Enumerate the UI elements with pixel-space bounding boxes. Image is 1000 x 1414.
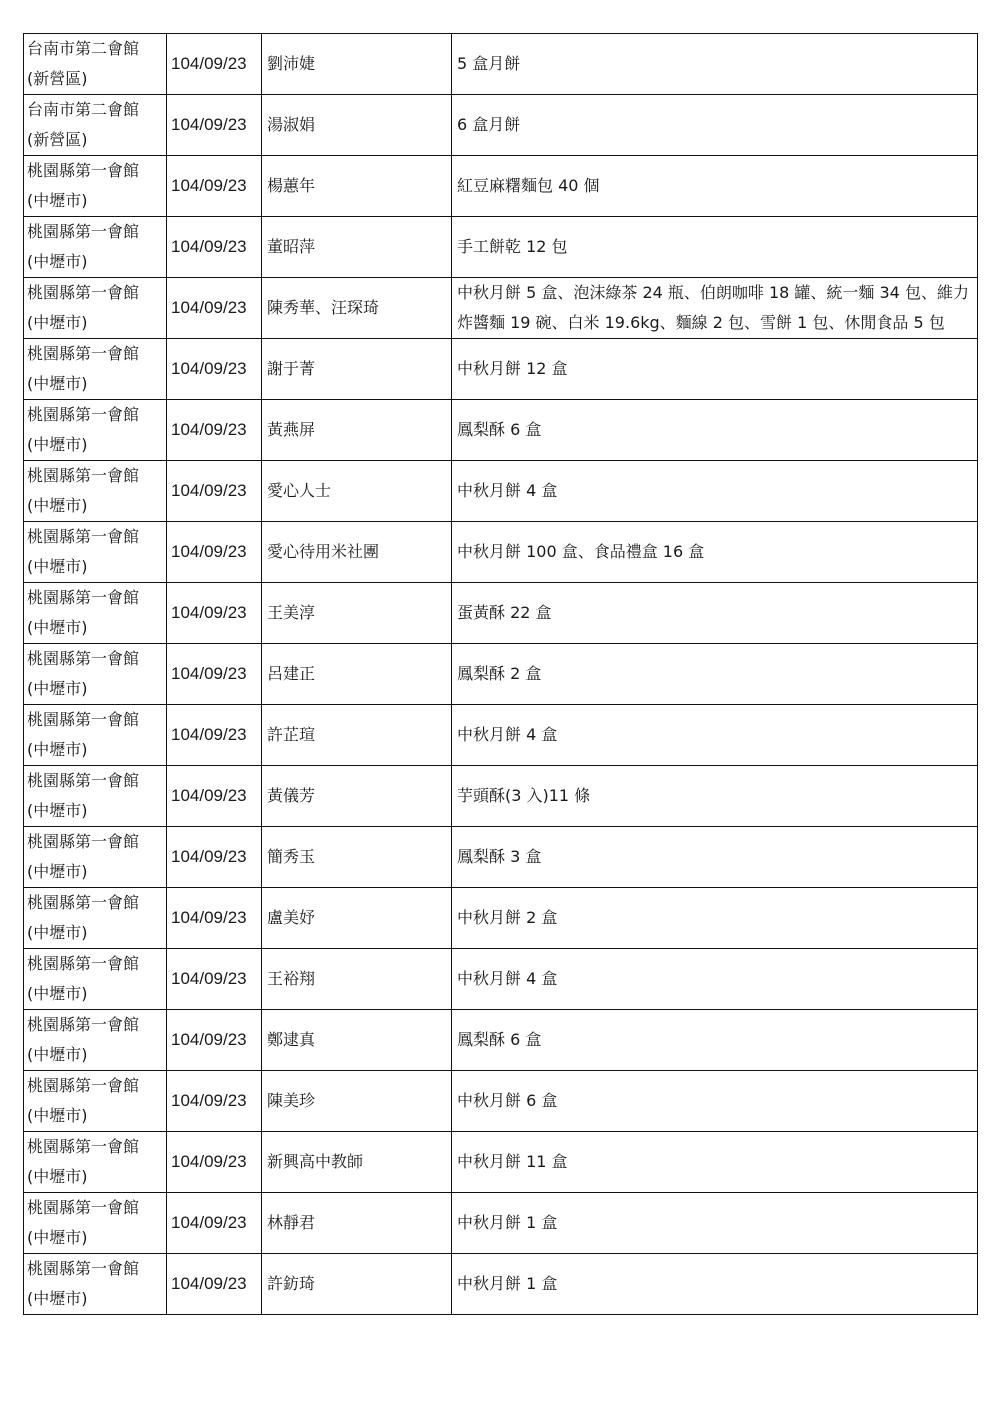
venue-cell — [24, 1071, 167, 1132]
items-cell: 中秋月餅 12 盒 — [452, 339, 978, 400]
venue-name: 桃園縣第一會館 — [27, 588, 140, 607]
donor-cell: 林靜君 — [262, 1193, 452, 1254]
venue-cell — [24, 888, 167, 949]
donor-cell: 許鈁琦 — [262, 1254, 452, 1315]
venue-cell — [24, 278, 167, 339]
venue-name: 桃園縣第一會館 — [27, 405, 140, 424]
venue-name: 桃園縣第一會館 — [27, 161, 140, 180]
venue-district: (中壢市) — [27, 862, 88, 881]
table-row — [24, 95, 978, 156]
donor-cell: 黃燕屏 — [262, 400, 452, 461]
items-cell: 中秋月餅 6 盒 — [452, 1071, 978, 1132]
date-cell: 104/09/23 — [167, 644, 262, 705]
venue-district: (中壢市) — [27, 1167, 88, 1186]
items-cell: 中秋月餅 4 盒 — [452, 949, 978, 1010]
venue-name: 桃園縣第一會館 — [27, 1015, 140, 1034]
venue-district: (中壢市) — [27, 1106, 88, 1125]
table-row — [24, 949, 978, 1010]
donor-cell: 湯淑娟 — [262, 95, 452, 156]
table-row — [24, 156, 978, 217]
table-row — [24, 278, 978, 339]
venue-cell — [24, 827, 167, 888]
table-row — [24, 217, 978, 278]
venue-district: (中壢市) — [27, 557, 88, 576]
donor-cell: 新興高中教師 — [262, 1132, 452, 1193]
table-row — [24, 1010, 978, 1071]
venue-cell — [24, 95, 167, 156]
venue-name: 桃園縣第一會館 — [27, 1259, 140, 1278]
donor-cell: 愛心人士 — [262, 461, 452, 522]
venue-district: (中壢市) — [27, 435, 88, 454]
venue-name: 桃園縣第一會館 — [27, 527, 140, 546]
date-cell: 104/09/23 — [167, 766, 262, 827]
venue-district: (中壢市) — [27, 374, 88, 393]
venue-name: 桃園縣第一會館 — [27, 954, 140, 973]
venue-district: (中壢市) — [27, 313, 88, 332]
venue-cell — [24, 400, 167, 461]
items-cell: 鳳梨酥 3 盒 — [452, 827, 978, 888]
date-cell: 104/09/23 — [167, 1132, 262, 1193]
items-cell: 5 盒月餅 — [452, 34, 978, 95]
date-cell: 104/09/23 — [167, 705, 262, 766]
table-row — [24, 34, 978, 95]
venue-name: 台南市第二會館 — [27, 100, 140, 119]
donor-cell: 許芷瑄 — [262, 705, 452, 766]
date-cell: 104/09/23 — [167, 1254, 262, 1315]
donor-cell: 謝于菁 — [262, 339, 452, 400]
table-row — [24, 522, 978, 583]
donor-cell: 董昭萍 — [262, 217, 452, 278]
venue-district: (中壢市) — [27, 618, 88, 637]
venue-cell — [24, 34, 167, 95]
venue-district: (中壢市) — [27, 984, 88, 1003]
venue-district: (中壢市) — [27, 679, 88, 698]
venue-cell — [24, 1132, 167, 1193]
venue-district: (中壢市) — [27, 923, 88, 942]
venue-cell — [24, 1254, 167, 1315]
table-row — [24, 1132, 978, 1193]
items-cell: 手工餅乾 12 包 — [452, 217, 978, 278]
venue-name: 桃園縣第一會館 — [27, 771, 140, 790]
table-row — [24, 766, 978, 827]
venue-district: (中壢市) — [27, 1289, 88, 1308]
venue-name: 桃園縣第一會館 — [27, 1076, 140, 1095]
table-row — [24, 400, 978, 461]
venue-name: 桃園縣第一會館 — [27, 1198, 140, 1217]
venue-district: (中壢市) — [27, 1045, 88, 1064]
items-cell: 中秋月餅 1 盒 — [452, 1254, 978, 1315]
date-cell: 104/09/23 — [167, 827, 262, 888]
date-cell: 104/09/23 — [167, 217, 262, 278]
venue-name: 桃園縣第一會館 — [27, 649, 140, 668]
venue-district: (中壢市) — [27, 496, 88, 515]
date-cell: 104/09/23 — [167, 156, 262, 217]
items-cell: 芋頭酥(3 入)11 條 — [452, 766, 978, 827]
donor-cell: 黃儀芳 — [262, 766, 452, 827]
venue-district: (中壢市) — [27, 252, 88, 271]
table-body — [24, 34, 978, 1315]
date-cell: 104/09/23 — [167, 522, 262, 583]
date-cell: 104/09/23 — [167, 949, 262, 1010]
venue-district: (新營區) — [27, 130, 88, 149]
items-cell: 中秋月餅 100 盒、食品禮盒 16 盒 — [452, 522, 978, 583]
venue-name: 桃園縣第一會館 — [27, 344, 140, 363]
donor-cell: 呂建正 — [262, 644, 452, 705]
donor-cell: 劉沛婕 — [262, 34, 452, 95]
donor-cell: 盧美妤 — [262, 888, 452, 949]
donor-cell: 鄭逮真 — [262, 1010, 452, 1071]
venue-name: 桃園縣第一會館 — [27, 710, 140, 729]
date-cell: 104/09/23 — [167, 1010, 262, 1071]
items-cell: 蛋黃酥 22 盒 — [452, 583, 978, 644]
venue-cell — [24, 461, 167, 522]
donor-cell: 陳秀華、汪琛琦 — [262, 278, 452, 339]
venue-name: 桃園縣第一會館 — [27, 222, 140, 241]
donor-cell: 簡秀玉 — [262, 827, 452, 888]
table-row — [24, 1071, 978, 1132]
date-cell: 104/09/23 — [167, 400, 262, 461]
donation-table — [23, 33, 978, 1315]
venue-cell — [24, 583, 167, 644]
date-cell: 104/09/23 — [167, 583, 262, 644]
venue-cell — [24, 766, 167, 827]
table-row — [24, 1254, 978, 1315]
items-cell: 中秋月餅 5 盒、泡沫綠茶 24 瓶、伯朗咖啡 18 罐、統一麵 34 包、維力炸醬麵 19 碗、白米 19.6kg、麵線 2 包、雪餅 1 包、休閒食品 5 包 — [452, 278, 978, 339]
table-row — [24, 705, 978, 766]
donor-cell: 陳美珍 — [262, 1071, 452, 1132]
venue-name: 台南市第二會館 — [27, 39, 140, 58]
venue-cell — [24, 705, 167, 766]
items-cell: 中秋月餅 2 盒 — [452, 888, 978, 949]
venue-name: 桃園縣第一會館 — [27, 832, 140, 851]
date-cell: 104/09/23 — [167, 34, 262, 95]
venue-name: 桃園縣第一會館 — [27, 1137, 140, 1156]
venue-cell — [24, 522, 167, 583]
items-cell: 中秋月餅 4 盒 — [452, 705, 978, 766]
table-row — [24, 583, 978, 644]
venue-district: (中壢市) — [27, 191, 88, 210]
items-cell: 中秋月餅 11 盒 — [452, 1132, 978, 1193]
table-row — [24, 461, 978, 522]
venue-cell — [24, 1193, 167, 1254]
donor-cell: 王美淳 — [262, 583, 452, 644]
table-row — [24, 644, 978, 705]
venue-cell — [24, 217, 167, 278]
table-row — [24, 1193, 978, 1254]
donor-cell: 愛心待用米社團 — [262, 522, 452, 583]
venue-cell — [24, 156, 167, 217]
venue-district: (新營區) — [27, 69, 88, 88]
venue-name: 桃園縣第一會館 — [27, 283, 140, 302]
venue-cell — [24, 339, 167, 400]
donor-cell: 王裕翔 — [262, 949, 452, 1010]
donor-cell: 楊蕙年 — [262, 156, 452, 217]
date-cell: 104/09/23 — [167, 888, 262, 949]
venue-cell — [24, 949, 167, 1010]
date-cell: 104/09/23 — [167, 461, 262, 522]
items-cell: 鳳梨酥 6 盒 — [452, 1010, 978, 1071]
items-cell: 6 盒月餅 — [452, 95, 978, 156]
venue-name: 桃園縣第一會館 — [27, 466, 140, 485]
date-cell: 104/09/23 — [167, 1071, 262, 1132]
items-cell: 中秋月餅 4 盒 — [452, 461, 978, 522]
venue-cell — [24, 644, 167, 705]
items-cell: 中秋月餅 1 盒 — [452, 1193, 978, 1254]
items-cell: 鳳梨酥 6 盒 — [452, 400, 978, 461]
date-cell: 104/09/23 — [167, 339, 262, 400]
table-row — [24, 827, 978, 888]
items-cell: 鳳梨酥 2 盒 — [452, 644, 978, 705]
venue-district: (中壢市) — [27, 801, 88, 820]
date-cell: 104/09/23 — [167, 95, 262, 156]
items-cell: 紅豆麻糬麵包 40 個 — [452, 156, 978, 217]
date-cell: 104/09/23 — [167, 1193, 262, 1254]
table-row — [24, 888, 978, 949]
venue-district: (中壢市) — [27, 740, 88, 759]
venue-name: 桃園縣第一會館 — [27, 893, 140, 912]
table-row — [24, 339, 978, 400]
venue-district: (中壢市) — [27, 1228, 88, 1247]
date-cell: 104/09/23 — [167, 278, 262, 339]
venue-cell — [24, 1010, 167, 1071]
